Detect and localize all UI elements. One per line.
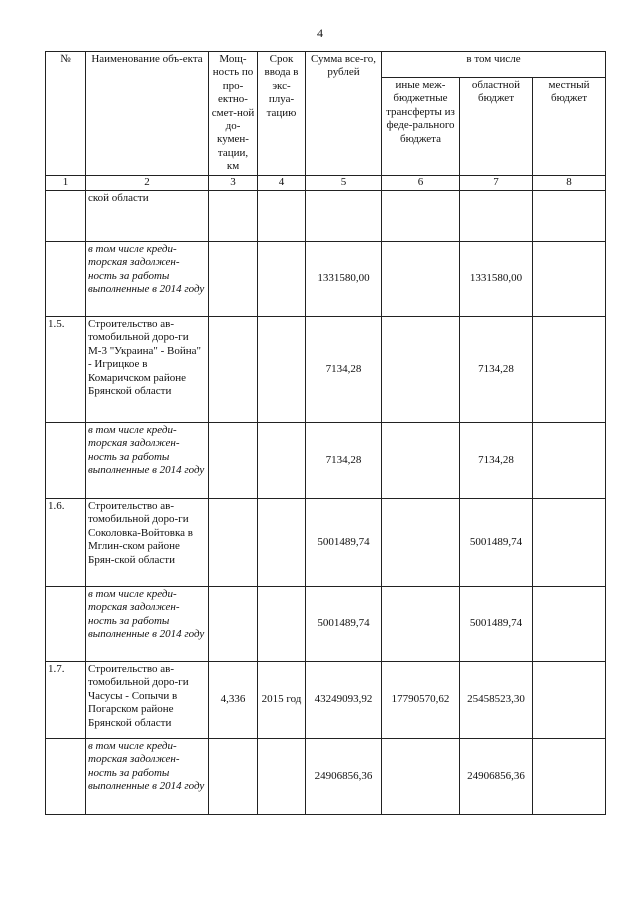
row-name: Строительство ав-томобильной доро-ги Часусы - Сопычи в Погарском районе Брянской области	[86, 662, 209, 739]
row-federal: 17790570,62	[382, 662, 460, 739]
table-row	[46, 423, 606, 499]
row-federal	[382, 423, 460, 499]
row-capacity	[209, 423, 258, 499]
table-row	[46, 499, 606, 587]
table-row	[46, 317, 606, 423]
row-regional: 25458523,30	[460, 662, 533, 739]
row-number	[46, 242, 86, 317]
column-number: 6	[382, 176, 460, 191]
header-capacity: Мощ-ность по про-ектно-смет-ной до-кумен-тации, км	[209, 52, 258, 176]
column-numbers-row	[46, 176, 606, 191]
header-no: №	[46, 52, 86, 176]
row-capacity	[209, 587, 258, 662]
row-local	[533, 587, 606, 662]
row-term	[258, 587, 306, 662]
row-term	[258, 317, 306, 423]
row-regional	[460, 191, 533, 242]
row-name: в том числе креди-торская задолжен-ность за работы выполненные в 2014 году	[86, 587, 209, 662]
row-term	[258, 739, 306, 815]
row-federal	[382, 739, 460, 815]
row-federal	[382, 242, 460, 317]
row-capacity	[209, 499, 258, 587]
row-term	[258, 242, 306, 317]
row-term	[258, 423, 306, 499]
column-number: 5	[306, 176, 382, 191]
row-federal	[382, 587, 460, 662]
header-federal: иные меж-бюджетные трансферты из феде-рального бюджета	[382, 78, 460, 176]
row-total: 7134,28	[306, 317, 382, 423]
table-row	[46, 191, 606, 242]
row-total: 1331580,00	[306, 242, 382, 317]
row-federal	[382, 499, 460, 587]
row-name: ской области	[86, 191, 209, 242]
row-capacity	[209, 317, 258, 423]
row-total: 43249093,92	[306, 662, 382, 739]
row-name: в том числе креди-торская задолжен-ность за работы выполненные в 2014 году	[86, 242, 209, 317]
header-name: Наименование объ-екта	[86, 52, 209, 176]
table-row	[46, 739, 606, 815]
row-local	[533, 739, 606, 815]
column-number: 7	[460, 176, 533, 191]
page-number: 4	[317, 26, 323, 40]
row-number: 1.5.	[46, 317, 86, 423]
column-number: 4	[258, 176, 306, 191]
row-regional: 7134,28	[460, 317, 533, 423]
row-local	[533, 423, 606, 499]
header-regional: областной бюджет	[460, 78, 533, 176]
table-row	[46, 587, 606, 662]
row-local	[533, 499, 606, 587]
column-number: 3	[209, 176, 258, 191]
row-capacity	[209, 739, 258, 815]
row-name: Строительство ав-томобильной доро-ги М-3 "Украина" - Война" - Игрицкое в Комаричском районе Брянской области	[86, 317, 209, 423]
row-number: 1.6.	[46, 499, 86, 587]
budget-table	[45, 51, 606, 815]
row-number	[46, 739, 86, 815]
row-capacity	[209, 191, 258, 242]
header-local: местный бюджет	[533, 78, 606, 176]
row-federal	[382, 191, 460, 242]
header-including: в том числе	[382, 52, 606, 78]
table-row	[46, 242, 606, 317]
column-number: 1	[46, 176, 86, 191]
header-term: Срок ввода в экс-плуа-тацию	[258, 52, 306, 176]
row-local	[533, 242, 606, 317]
table-row	[46, 662, 606, 739]
row-total	[306, 191, 382, 242]
row-total: 5001489,74	[306, 499, 382, 587]
row-name: в том числе креди-торская задолжен-ность за работы выполненные в 2014 году	[86, 739, 209, 815]
row-number	[46, 423, 86, 499]
row-local	[533, 317, 606, 423]
row-total: 24906856,36	[306, 739, 382, 815]
row-number	[46, 587, 86, 662]
row-total: 5001489,74	[306, 587, 382, 662]
row-capacity: 4,336	[209, 662, 258, 739]
row-number: 1.7.	[46, 662, 86, 739]
row-name: Строительство ав-томобильной доро-ги Соколовка-Войтовка в Мглин-ском районе Брян-ской области	[86, 499, 209, 587]
column-number: 2	[86, 176, 209, 191]
header-total: Сумма все-го, рублей	[306, 52, 382, 176]
row-regional: 1331580,00	[460, 242, 533, 317]
row-regional: 24906856,36	[460, 739, 533, 815]
row-total: 7134,28	[306, 423, 382, 499]
row-name: в том числе креди-торская задолжен-ность за работы выполненные в 2014 году	[86, 423, 209, 499]
column-number: 8	[533, 176, 606, 191]
row-regional: 7134,28	[460, 423, 533, 499]
row-term: 2015 год	[258, 662, 306, 739]
row-regional: 5001489,74	[460, 499, 533, 587]
row-local	[533, 191, 606, 242]
row-capacity	[209, 242, 258, 317]
row-number	[46, 191, 86, 242]
row-regional: 5001489,74	[460, 587, 533, 662]
row-term	[258, 499, 306, 587]
row-term	[258, 191, 306, 242]
row-federal	[382, 317, 460, 423]
row-local	[533, 662, 606, 739]
